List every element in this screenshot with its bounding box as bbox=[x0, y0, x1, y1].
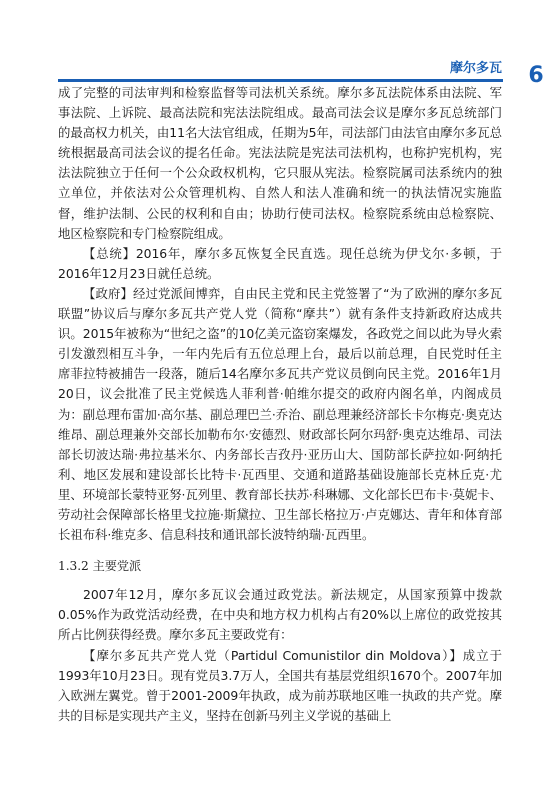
communist-party-paragraph bbox=[58, 646, 502, 726]
page-number: 6 bbox=[513, 58, 559, 94]
president-paragraph bbox=[58, 244, 502, 284]
judiciary-paragraph: 成了完整的司法审判和检察监督等司法机关系统。摩尔多瓦法院体系由法院、军事法院、上诉院、最高法院和宪法法院组成。最高司法会议是摩尔多瓦总统部门的最高权力机关，由11名大法官组成，任期为5年，司法部门由法官由摩尔多瓦总统根据最高司法会议的提名任命。宪法法院是宪法司法机构，也称护宪机构，宪法法院独立于任何一个公众政权机构，它只服从宪法。检察院属司法系统内的独立单位，并依法对公众管理机构、自然人和法人准确和统一的执法情况实施监督，维护法制、公民的权利和自由；协助行使司法权。检察院系统由总检察院、地区检察院和专门检察院组成。 bbox=[58, 85, 502, 241]
president-label: 【总统】 bbox=[83, 245, 136, 261]
government-paragraph bbox=[58, 284, 502, 545]
communist-party-text: 成立于1993年10月23日。现有党员3.7万人，全国共有基层党组织1670个。2007年加入欧洲左翼党。曾于2001-2009年执政，成为前苏联地区唯一执政的共产党。摩共的目标是实现共产主义，坚持在创新马列主义学说的基础上 bbox=[58, 647, 502, 723]
president-text: 2016年，摩尔多瓦恢复全民直选。现任总统为伊戈尔·多顿，于2016年12月23日就任总统。 bbox=[58, 245, 502, 281]
communist-party-label: 【摩尔多瓦共产党人党（Partidul Comunistilor din Moldova）】 bbox=[83, 647, 463, 663]
government-text: 经过党派间博弈，自由民主党和民主党签署了“为了欧洲的摩尔多瓦联盟”协议后与摩尔多瓦共产党人党（简称“摩共”）就有条件支持新政府达成共识。2015年被称为“世纪之盗”的10亿美元盗窃案爆发，各政党之间以此为导火索引发激烈相互斗争，一年内先后有五位总理上台，最后以前总理，自民党时任主席菲拉特被捕告一段落，随后14名摩尔多瓦共产党议员倒向民主党。2016年1月20日，议会批准了民主党候选人菲利普·帕维尔提交的政府内阁名单，内阁成员为：副总理布雷加·高尔基、副总理巴兰·乔治、副总理兼经济部长卡尔梅克·奥克达维昂、副总理兼外交部长加勒布尔·安德烈、财政部长阿尔玛舒·奥克达维昂、司法部长切波达瑞·弗拉基米尔、内务部长吉孜丹·亚历山大、国防部长萨拉如·阿纳托利、地区发展和建设部长比特卡·瓦西里、交通和道路基础设施部长克林丘克·尤里、环境部长蒙特亚努·瓦列里、教育部长扶苏·科琳娜、文化部长巴布卡·莫妮卡、劳动社会保障部长格里戈拉施·斯黛拉、卫生部长格拉万·卢克娜达、青年和体育部长祖布科·维克多、信息科技和通讯部长波特纳瑞·瓦西里。 bbox=[58, 285, 502, 543]
government-label: 【政府】 bbox=[83, 285, 134, 301]
header-rule bbox=[58, 79, 503, 82]
subsection-heading: 1.3.2 主要党派 bbox=[58, 559, 142, 574]
page-body bbox=[58, 83, 502, 726]
parties-intro-paragraph: 2007年12月，摩尔多瓦议会通过政党法。新法规定，从国家预算中拨款0.05%作为政党活动经费，在中央和地方权力机构占有20%以上席位的政党按其所占比例获得经费。摩尔多瓦主要政党有： bbox=[58, 587, 502, 643]
running-header-title: 摩尔多瓦 bbox=[449, 61, 502, 76]
